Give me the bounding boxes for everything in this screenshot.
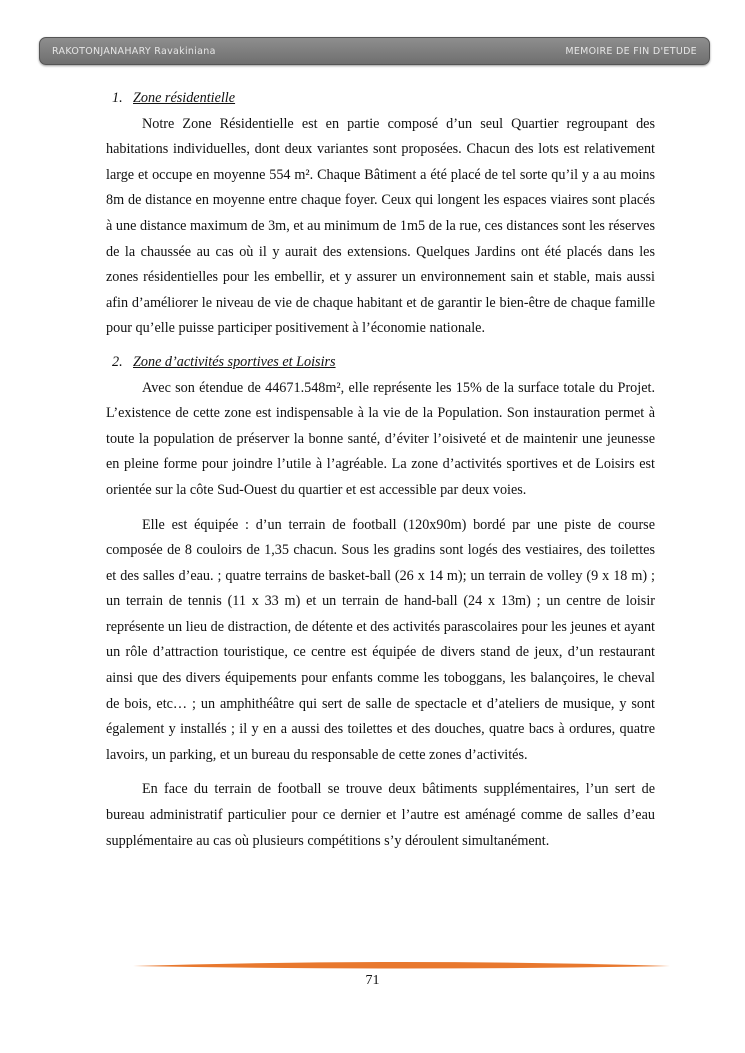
section-number: 2. <box>112 353 123 370</box>
footer-ornament <box>133 960 670 972</box>
header-author: RAKOTONJANAHARY Ravakiniana <box>52 45 216 57</box>
section-number: 1. <box>112 90 123 106</box>
section-heading-sports <box>106 350 655 376</box>
paragraph-sports-equipment: Elle est équipée : d’un terrain de football (120x90m) bordé par une piste de course composée de 8 couloirs de 1,35 chacun. Sous les gradins sont logés des vestiaires, des toilettes et des salles d’eau. ; quatre terrains de basket-ball (26 x 14 m); un terrain de volley (9 x 18 m) ; un terrain de tennis (11 x 33 m) et un terrain de hand-ball (24 x 13m) ; un centre de loisir représente un lieu de distraction, de détente et des activités parascolaires pour les jeunes et ayant un rôle d’attraction touristique, ce centre est équipée de divers stand de jeux, d’un restaurant ainsi que des divers équipements pour enfants comme les toboggans, les balançoires, le cheval de bois, etc… ; un amphithéâtre qui sert de salle de spectacle et d’ateliers de musique, y sont également y installés ; il y en a aussi des toilettes et des douches, quatre bacs à ordures, quatre lavoirs, un parking, et un bureau du responsable de cette zones d’activités. <box>106 516 655 763</box>
page-body <box>106 86 655 854</box>
footer-swoosh <box>133 962 670 969</box>
running-header <box>39 37 710 65</box>
section-title: Zone résidentielle <box>133 90 236 106</box>
paragraph-sports-overview: Avec son étendue de 44671.548m², elle représente les 15% de la surface totale du Projet. L’existence de cette zone est indispensable à la vie de la Population. Son instauration permet à toute la population de préserver la bonne santé, d’éviter l’oisiveté et de maintenir une jeunesse en pleine forme pour joindre l’utile à l’agréable. La zone d’activités sportives et de Loisirs est orientée sur la côte Sud-Ouest du quartier et est accessible par deux voies. <box>106 379 655 498</box>
section-heading-residential <box>106 86 655 112</box>
section-title: Zone d’activités sportives et Loisirs <box>133 353 336 370</box>
paragraph-residential: Notre Zone Résidentielle est en partie composé d’un seul Quartier regroupant des habitations individuelles, dont deux variantes sont proposées. Chacun des lots est relativement large et occupe en moyenne 554 m². Chaque Bâtiment a été placé de tel sorte qu’il y a au moins 8m de distance en moyenne entre chaque foyer. Ceux qui longent les espaces viaires sont placés à une distance maximum de 3m, et au minimum de 1m5 de la rue, ces distances sont les réserves de la chaussée au cas où il y aurait des extensions. Quelques Jardins ont été placés dans les zones résidentielles pour les embellir, et y assurer un environnement sain et stable, mais aussi afin d’améliorer le niveau de vie de chaque habitant et de garantir le bien-être de chaque famille pour qu’elle puisse participer positivement à l’économie nationale. <box>106 115 655 337</box>
paragraph-sports-buildings: En face du terrain de football se trouve deux bâtiments supplémentaires, l’un sert de bureau administratif particulier pour ce dernier et l’autre est aménagé comme de salles d’eau supplémentaire au cas où plusieurs compétitions s’y déroulent simultanément. <box>106 781 655 849</box>
header-document-type: MEMOIRE DE FIN D'ETUDE <box>565 45 697 57</box>
page-number: 71 <box>365 973 380 988</box>
